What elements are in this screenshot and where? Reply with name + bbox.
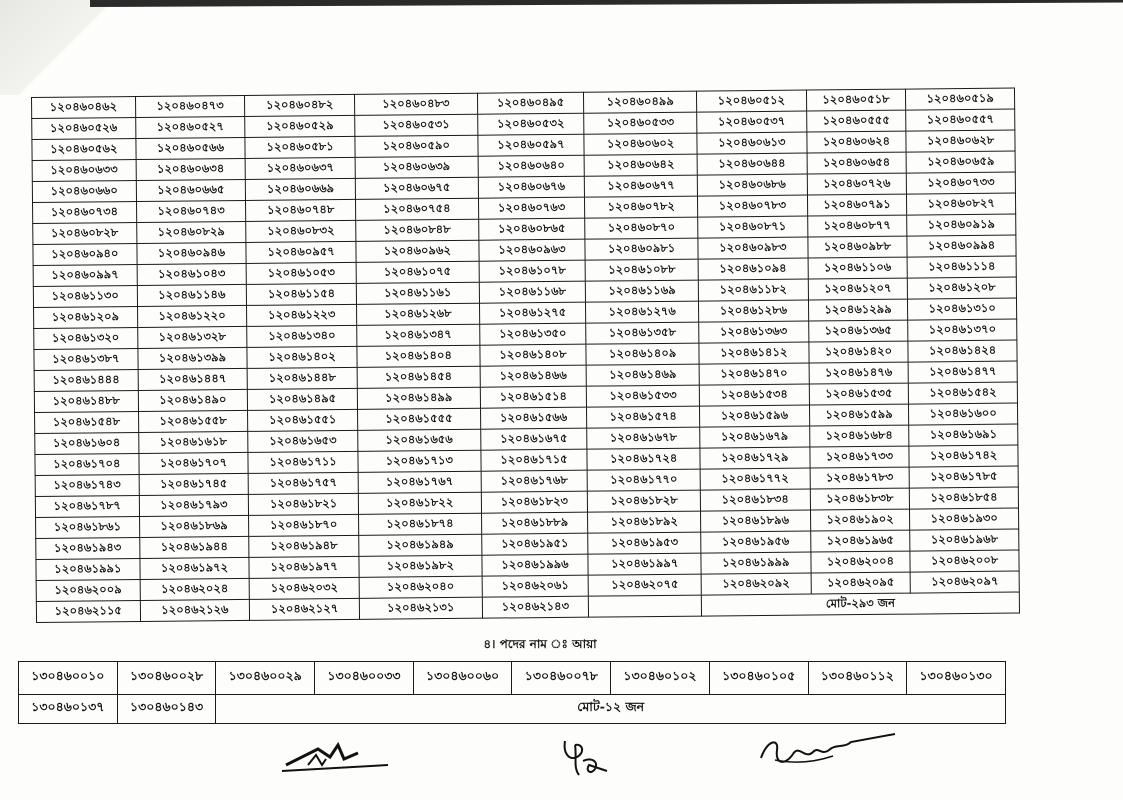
roll-cell: ১২০৪৬০৬৮৬ [697, 174, 807, 196]
roll-cell: ১২০৪৬১৯০২ [810, 509, 910, 531]
roll-cell: ১২০৪৬০৬৩৩ [32, 159, 136, 181]
roll-cell: ১২০৪৬০৫১৮ [806, 89, 906, 111]
roll-cell: ১২০৪৬১৯৩০ [910, 508, 1019, 530]
roll-cell: ১২০৪৬১৭১৩ [358, 450, 481, 472]
roll-cell: ১২০৪৬১২২০ [137, 305, 247, 327]
roll-cell: ১২০৪৬১৯৯৭ [588, 553, 701, 575]
roll-cell: ১২০৪৬১২০৭ [808, 278, 908, 300]
roll-cell: ১২০৪৬১৪৪৪ [34, 369, 138, 391]
roll-cell: ১২০৪৬০৯৬২ [356, 240, 479, 262]
roll-cell: ১২০৪৬২০২৪ [140, 578, 250, 600]
roll-cell: ১২০৪৬১৪৮৮ [34, 390, 138, 412]
roll-cell: ১২০৪৬০৮৩২ [246, 220, 356, 242]
roll-cell: ১২০৪৬১৪০৮ [480, 344, 587, 366]
roll-cell: ১২০৪৬০৬৩৯ [355, 156, 478, 178]
roll-cell: ১২০৪৬১৮৩৮ [810, 488, 910, 510]
roll-cell: ১২০৪৬০৮৬৫ [478, 218, 585, 240]
roll-cell: ১২০৪৬০৮২৭ [907, 193, 1016, 215]
roll-cell: ১২০৪৬০৫৩৭ [697, 111, 807, 133]
roll-cell: ১২০৪৬১৫৩৫ [809, 383, 909, 405]
roll-cell: ১২০৪৬২১৩১ [359, 597, 482, 619]
roll-cell: ১২০৪৬১৯৭৭ [249, 556, 359, 578]
roll-cell: ১২০৪৬১৫৯৬ [699, 405, 809, 427]
roll-cell: ১২০৪৬০৫৮১ [245, 136, 355, 158]
roll-cell: ১২০৪৬০৯৮৩ [698, 237, 808, 259]
roll-cell: ১২০৪৬১৯৮২ [359, 555, 482, 577]
roll-cell: ১২০৪৬০৯১৯ [907, 214, 1016, 236]
roll-cell: ১২০৪৬১৯৪৯ [359, 534, 482, 556]
roll-cell: ১২০৪৬০৫৬৬ [136, 137, 246, 159]
roll-cell: ১২০৪৬১৬৮৪ [809, 425, 909, 447]
roll-cell: ১২০৪৬০৫৫৭ [906, 109, 1015, 131]
roll-cell: ১২০৪৬১৮৫৪ [910, 487, 1019, 509]
roll-cell: ১২০৪৬২০০৮ [910, 550, 1019, 572]
roll-cell: ১২০৪৬১০৪৩ [137, 263, 247, 285]
roll-cell: ১২০৪৬০৮৪৮ [356, 219, 479, 241]
roll-cell: ১২০৪৬০৭২৬ [807, 173, 907, 195]
roll-cell: ১২০৪৬১৮৯২ [588, 511, 701, 533]
roll-cell: ১২০৪৬২০৯৭ [910, 571, 1019, 593]
roll-cell: ১২০৪৬০৪৯৫ [477, 92, 584, 114]
roll-cell: ১২০৪৬০৬৪৪ [697, 153, 807, 175]
roll-cell: ১২০৪৬১৮২২ [358, 492, 481, 514]
roll-cell: ১২০৪৬১৭২৪ [587, 448, 700, 470]
signature-2 [555, 733, 615, 781]
roll-cell: ১২০৪৬১৯৯৬ [482, 554, 589, 576]
roll-cell: ১২০৪৬১৭৭০ [587, 469, 700, 491]
roll-cell: ১২০৪৬১৫৯৯ [809, 404, 909, 426]
roll-cell: ১২০৪৬১৩৪৭ [357, 324, 480, 346]
roll-cell: ১২০৪৬১৪১২ [699, 342, 809, 364]
roll-cell: ১২০৪৬১৮৮৯ [481, 512, 588, 534]
roll-cell: ১২০৪৬০৭৯১ [807, 194, 907, 216]
roll-cell: ১২০৪৬১২৯৯ [808, 299, 908, 321]
roll-cell: ১২০৪৬১৩৮৭ [34, 348, 138, 370]
roll-cell: ১২০৪৬১৭২৯ [700, 447, 810, 469]
blank-cell [589, 595, 702, 617]
roll-cell: ১২০৪৬১২৮৬ [698, 300, 808, 322]
roll-cell: ১২০৪৬০৯৯৭ [33, 264, 137, 286]
roll-cell: ১২০৪৬০৯৮১ [585, 238, 698, 260]
roll-cell: ১২০৪৬১৬৭৫ [480, 428, 587, 450]
roll-cell: ১২০৪৬১৮৩৪ [700, 489, 810, 511]
roll-cell: ১২০৪৬২০০৯ [36, 579, 140, 601]
roll-cell: ১২০৪৬০৭৬৩ [478, 197, 585, 219]
roll-cell: ১২০৪৬১৯৯৯ [701, 552, 811, 574]
roll-cell: ১২০৪৬১৯৭২ [140, 557, 250, 579]
roll-cell: ১২০৪৬১৩২৮ [137, 326, 247, 348]
roll-cell: ১২০৪৬০৯৮৮ [808, 236, 908, 258]
roll-cell: ১২০৪৬১৪৯৯ [357, 387, 480, 409]
roll-cell: ১২০৪৬০৭৪৮ [246, 199, 356, 221]
roll-cell: ১২০৪৬২০৩২ [249, 577, 359, 599]
roll-cell: ১২০৪৬১৬১৮ [138, 431, 248, 453]
roll-cell: ১৩০৪৬০০৬০ [413, 662, 512, 695]
roll-cell: ১২০৪৬১০৮৮ [585, 259, 698, 281]
roll-cell: ১২০৪৬১৫৪৮ [35, 411, 139, 433]
roll-cell: ১২০৪৬০৫১৯ [906, 88, 1015, 110]
roll-cell: ১২০৪৬১৯৬৮ [910, 529, 1019, 551]
roll-cell: ১২০৪৬০৮৭৭ [807, 215, 907, 237]
roll-cell: ১২০৪৬২১১৫ [36, 600, 140, 622]
roll-cell: ১২০৪৬১৩৬৫ [808, 320, 908, 342]
aya-roll-number-table [18, 661, 1006, 724]
roll-cell: ১২০৪৬১৮৭৪ [358, 513, 481, 535]
roll-cell: ১২০৪৬১৫৫১ [248, 409, 358, 431]
roll-cell: ১২০৪৬০৬৩৭ [245, 157, 355, 179]
roll-cell: ১২০৪৬১৬৭৯ [700, 426, 810, 448]
roll-cell: ১২০৪৬১৭৪৩ [35, 474, 139, 496]
page-top-edge [90, 0, 1123, 7]
roll-cell: ১২০৪৬১৪৭৭ [908, 361, 1017, 383]
roll-cell: ১২০৪৬০৬৬৫ [136, 179, 246, 201]
roll-cell: ১২০৪৬০৫২৬ [32, 117, 136, 139]
roll-cell: ১২০৪৬০৯৫৭ [246, 241, 356, 263]
roll-cell: ১২০৪৬১৪৪৮ [247, 367, 357, 389]
roll-cell: ১২০৪৬২০৯২ [701, 573, 811, 595]
roll-cell: ১২০৪৬১৩১০ [908, 298, 1017, 320]
roll-cell: ১২০৪৬০৮২৯ [136, 221, 246, 243]
roll-cell: ১২০৪৬১৭৭২ [700, 468, 810, 490]
roll-cell: ১২০৪৬১৫৫৮ [138, 410, 248, 432]
roll-cell: ১২০৪৬১৪৯০ [138, 389, 248, 411]
roll-cell: ১২০৪৬১৩২০ [34, 327, 138, 349]
roll-cell: ১৩০৪৬০০৩৩ [315, 662, 414, 695]
roll-cell: ১২০৪৬১৮৬১ [36, 516, 140, 538]
roll-cell: ১২০৪৬১১০৬ [808, 257, 908, 279]
roll-cell: ১২০৪৬১২২৩ [247, 304, 357, 326]
roll-cell: ১২০৪৬১৫৪২ [909, 382, 1018, 404]
roll-cell: ১২০৪৬০৬৫৯ [906, 151, 1015, 173]
roll-cell: ১২০৪৬০৭৩৪ [33, 201, 137, 223]
roll-cell: ১২০৪৬১৯৪৩ [36, 537, 140, 559]
roll-cell: ১২০৪৬১৭৬৮ [481, 470, 588, 492]
roll-cell: ১২০৪৬০৮৭১ [698, 216, 808, 238]
roll-cell: ১২০৪৬১৭৫৭ [248, 472, 358, 494]
roll-cell: ১২০৪৬০৫৬২ [32, 138, 136, 160]
roll-cell: ১২০৪৬০৫৩২ [477, 113, 584, 135]
section-heading: ৪। পদের নাম ঃ আয়া [483, 637, 597, 651]
roll-cell: ১২০৪৬০৬৩৪ [136, 158, 246, 180]
roll-cell: ১২০৪৬১৭৩৩ [810, 446, 910, 468]
roll-cell: ১২০৪৬১৯৯১ [36, 558, 140, 580]
roll-cell: ১২০৪৬১১৬৮ [479, 281, 586, 303]
roll-cell: ১২০৪৬০৭৪৩ [136, 200, 246, 222]
roll-cell: ১২০৪৬১৬০০ [909, 403, 1018, 425]
roll-cell: ১২০৪৬০৭৮৩ [697, 195, 807, 217]
roll-cell: ১২০৪৬১৭১৫ [481, 449, 588, 471]
roll-cell: ১২০৪৬১১৮২ [698, 279, 808, 301]
roll-cell: ১২০৪৬১০৯৪ [698, 258, 808, 280]
roll-cell: ১২০৪৬০৬৬০ [32, 180, 136, 202]
roll-cell: ১২০৪৬১৪০২ [247, 346, 357, 368]
roll-cell: ১২০৪৬১৮৭০ [249, 514, 359, 536]
roll-cell: ১২০৪৬১৩৫০ [479, 323, 586, 345]
roll-cell: ১২০৪৬১১৩০ [33, 285, 137, 307]
roll-cell: ১২০৪৬১৪৬৬ [480, 365, 587, 387]
roll-cell: ১২০৪৬০৬৭৫ [355, 177, 478, 199]
roll-cell: ১২০৪৬১১৬৯ [586, 280, 699, 302]
roll-cell: ১২০৪৬০৬৫৪ [807, 152, 907, 174]
roll-cell: ১২০৪৬০৬৬৯ [246, 178, 356, 200]
roll-cell: ১২০৪৬০৬২৪ [807, 131, 907, 153]
roll-cell: ১২০৪৬০৫২৭ [135, 116, 245, 138]
roll-cell: ১২০৪৬০৬৪২ [584, 154, 697, 176]
roll-cell: ১২০৪৬০৪৬২ [32, 97, 136, 119]
roll-cell: ১২০৪৬০৬১৩ [697, 132, 807, 154]
roll-cell: ১৩০৪৬০০১০ [19, 662, 118, 695]
roll-cell: ১২০৪৬১০৫৩ [246, 262, 356, 284]
roll-cell: ১২০৪৬০৪৯৯ [584, 91, 697, 113]
roll-cell: ১২০৪৬১৬৭৮ [587, 427, 700, 449]
roll-cell: ১২০৪৬১৬৯১ [909, 424, 1018, 446]
roll-cell: ১৩০৪৬০১১২ [808, 662, 907, 695]
roll-cell: ১২০৪৬১৫৬৬ [480, 407, 587, 429]
roll-cell: ১২০৪৬১১১৪ [907, 256, 1016, 278]
roll-cell: ১২০৪৬১৫৫৫ [357, 408, 480, 430]
roll-cell: ১৩০৪৬০১০২ [611, 662, 710, 695]
roll-cell: ১২০৪৬১৭৮৭ [35, 495, 139, 517]
roll-cell: ১২০৪৬১২৬৮ [356, 303, 479, 325]
roll-cell: ১২০৪৬১৫৭৪ [587, 406, 700, 428]
roll-cell: ১২০৪৬২০৯৫ [811, 572, 911, 594]
roll-cell: ১২০৪৬১৪২০ [809, 341, 909, 363]
roll-cell: ১২০৪৬০৭৮২ [585, 196, 698, 218]
roll-cell: ১২০৪৬১৪৭০ [699, 363, 809, 385]
roll-cell: ১২০৪৬১৪৫৪ [357, 366, 480, 388]
roll-cell: ১২০৪৬০৬২৮ [906, 130, 1015, 152]
roll-cell: ১২০৪৬০৫৯০ [355, 135, 478, 157]
roll-cell: ১২০৪৬০৬৭৭ [585, 175, 698, 197]
roll-cell: ১২০৪৬১১৬১ [356, 282, 479, 304]
roll-cell: ১২০৪৬০৬৭৬ [478, 176, 585, 198]
roll-cell: ১২০৪৬০৫৫৫ [806, 110, 906, 132]
roll-cell: ১২০৪৬০৯৪০ [33, 243, 137, 265]
roll-cell: ১৩০৪৬০০৭৮ [512, 662, 611, 695]
roll-cell: ১২০৪৬১৪২৪ [908, 340, 1017, 362]
roll-cell: ১২০৪৬১৭৬৭ [358, 471, 481, 493]
roll-cell: ১২০৪৬০৭৩৩ [907, 172, 1016, 194]
roll-cell: ১২০৪৬২১২৭ [250, 598, 360, 620]
roll-cell: ১৩০৪৬০১৩৭ [19, 695, 118, 724]
roll-cell: ১২০৪৬১৬০৪ [35, 432, 139, 454]
roll-cell: ১৩০৪৬০১৪৩ [117, 695, 216, 724]
roll-cell: ১২০৪৬১৩৯৯ [138, 347, 248, 369]
roll-cell: ১২০৪৬১৫৩৪ [699, 384, 809, 406]
total-count: মোট-১২ জন [216, 695, 1006, 724]
roll-cell: ১২০৪৬১৩৭০ [908, 319, 1017, 341]
roll-cell: ১২০৪৬১৪৭৬ [809, 362, 909, 384]
roll-cell: ১২০৪৬১৮৬৯ [139, 515, 249, 537]
roll-cell: ১৩০৪৬০১০৫ [709, 662, 808, 695]
roll-cell: ১২০৪৬২১৪৩ [482, 596, 589, 618]
roll-cell: ১২০৪৬০৪৭৩ [135, 95, 245, 117]
table-row [19, 662, 1006, 695]
roll-cell: ১২০৪৬১৬৫৩ [248, 430, 358, 452]
roll-cell: ১২০৪৬০৯৪৬ [137, 242, 247, 264]
roll-cell: ১২০৪৬১৭০৪ [35, 453, 139, 475]
roll-cell: ১২০৪৬১৭৮৩ [810, 467, 910, 489]
roll-cell: ১২০৪৬২০৬১ [482, 575, 589, 597]
roll-cell: ১২০৪৬১৪০৯ [586, 343, 699, 365]
roll-cell: ১২০৪৬১৩৬৩ [699, 321, 809, 343]
roll-cell: ১২০৪৬১২৭৬ [586, 301, 699, 323]
roll-cell: ১২০৪৬২১২৬ [140, 599, 250, 621]
roll-cell: ১২০৪৬১৪৯৫ [248, 388, 358, 410]
roll-cell: ১২০৪৬১৮২১ [249, 493, 359, 515]
roll-cell: ১২০৪৬১৯৬৫ [810, 530, 910, 552]
roll-cell: ১২০৪৬১৯৫১ [481, 533, 588, 555]
roll-cell: ১২০৪৬০৫৩১ [355, 114, 478, 136]
roll-cell: ১২০৪৬১৩৫৮ [586, 322, 699, 344]
roll-cell: ১২০৪৬১৭৮৫ [909, 466, 1018, 488]
roll-cell: ১২০৪৬১৬৫৬ [358, 429, 481, 451]
roll-cell: ১২০৪৬১০৭৫ [356, 261, 479, 283]
roll-cell: ১২০৪৬১৫৩৩ [587, 385, 700, 407]
roll-cell: ১২০৪৬০৮২৮ [33, 222, 137, 244]
roll-cell: ১২০৪৬১৯৫৩ [588, 532, 701, 554]
roll-cell: ১২০৪৬১২০৮ [908, 277, 1017, 299]
roll-cell: ১২০৪৬১০৭৮ [479, 260, 586, 282]
roll-cell: ১২০৪৬১৪৬৯ [586, 364, 699, 386]
roll-cell: ১৩০৪৬০০২৯ [216, 662, 315, 695]
roll-cell: ১২০৪৬১৭৪২ [909, 445, 1018, 467]
total-count: মোট-২৯৩ জন [701, 592, 1019, 616]
signature-1 [278, 735, 393, 780]
roll-cell: ১২০৪৬০৬০২ [584, 133, 697, 155]
roll-cell: ১২০৪৬২০৭৫ [588, 574, 701, 596]
roll-cell: ১২০৪৬১৮২৮ [588, 490, 701, 512]
roll-cell: ১২০৪৬০৫৯৭ [478, 134, 585, 156]
roll-cell: ১২০৪৬০৯৬৩ [479, 239, 586, 261]
roll-cell: ১২০৪৬০৯৯৪ [907, 235, 1016, 257]
roll-cell: ১২০৪৬১৯৫৬ [701, 531, 811, 553]
roll-cell: ১২০৪৬১৯৪৪ [139, 536, 249, 558]
roll-cell: ১২০৪৬১১৪৬ [137, 284, 247, 306]
roll-cell: ১৩০৪৬০১৩০ [907, 662, 1006, 695]
roll-cell: ১২০৪৬০৪৮২ [245, 94, 355, 116]
roll-cell: ১২০৪৬১৭৪৫ [139, 473, 249, 495]
roll-cell: ১২০৪৬০৭৫৪ [355, 198, 478, 220]
roll-cell: ১২০৪৬১৭০৭ [139, 452, 249, 474]
roll-cell: ১২০৪৬১৪০৪ [357, 345, 480, 367]
roll-cell: ১২০৪৬১১৫৪ [247, 283, 357, 305]
table-row [19, 695, 1006, 724]
roll-cell: ১২০৪৬১২৭৫ [479, 302, 586, 324]
roll-cell: ১২০৪৬০৫২৯ [245, 115, 355, 137]
roll-cell: ১২০৪৬০৮৭০ [585, 217, 698, 239]
roll-cell: ১২০৪৬১৮২৩ [481, 491, 588, 513]
roll-cell: ১২০৪৬১৪৪৭ [138, 368, 248, 390]
roll-cell: ১২০৪৬২০০৪ [811, 551, 911, 573]
roll-cell: ১২০৪৬০৫৩৩ [584, 112, 697, 134]
roll-cell: ১২০৪৬০৫১২ [696, 90, 806, 112]
roll-cell: ১২০৪৬১৫১৪ [480, 386, 587, 408]
roll-cell: ১২০৪৬১৩৪০ [247, 325, 357, 347]
folded-corner [0, 0, 110, 95]
roll-cell: ১২০৪৬১৭৯৩ [139, 494, 249, 516]
roll-cell: ১২০৪৬১৯৪৮ [249, 535, 359, 557]
roll-cell: ১২০৪৬১২০৯ [34, 306, 138, 328]
roll-cell: ১২০৪৬২০৪০ [359, 576, 482, 598]
roll-cell: ১২০৪৬০৪৮৩ [354, 93, 477, 115]
roll-cell: ১৩০৪৬০০২৮ [117, 662, 216, 695]
roll-cell: ১২০৪৬১৭১১ [248, 451, 358, 473]
roll-cell: ১২০৪৬১৮৯৬ [701, 510, 811, 532]
roll-cell: ১২০৪৬০৬৪০ [478, 155, 585, 177]
roll-number-table [31, 88, 1020, 623]
signature-3 [755, 730, 900, 775]
